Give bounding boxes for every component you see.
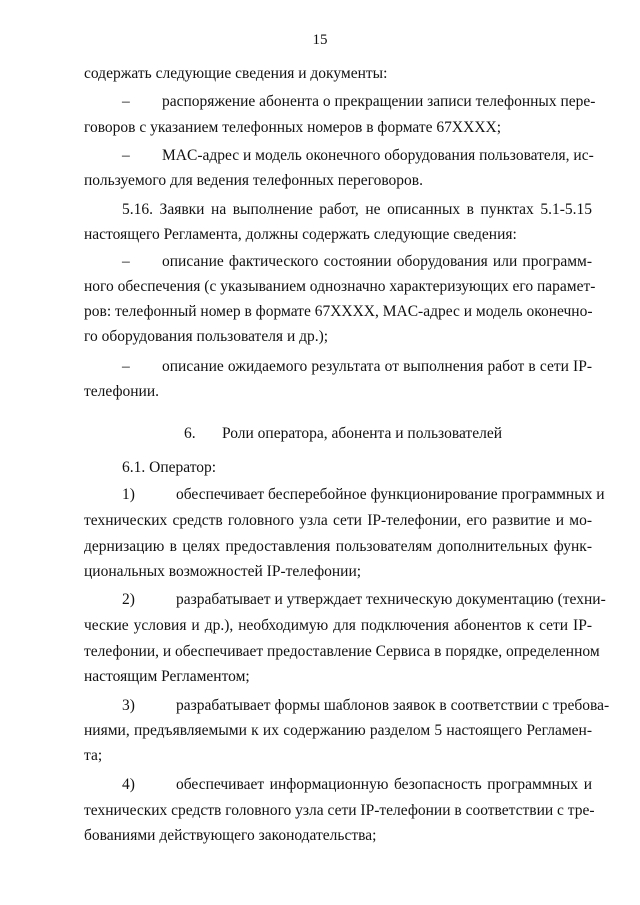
text-line: обеспечивает бесперебойное функционирование программных и — [176, 486, 605, 503]
text-line: содержать следующие сведения и документы: — [84, 65, 388, 82]
text-line: технических средств головного узла сети IP-телефонии, его развитие и мо- — [84, 512, 592, 529]
list-item-dash — [84, 252, 592, 272]
list-item-dash — [84, 92, 596, 112]
item-number: 2) — [122, 591, 135, 608]
section-heading — [184, 425, 502, 443]
text-line: бованиями действующего законодательства; — [84, 827, 377, 844]
dash-marker: – — [122, 253, 130, 270]
text-line: дернизацию в целях предоставления пользователям дополнительных функ- — [84, 538, 592, 555]
text-line: пользуемого для ведения телефонных переговоров. — [84, 172, 423, 189]
subsection-heading: 6.1. Оператор: — [122, 459, 217, 476]
text-line: циональных возможностей IP-телефонии; — [84, 563, 362, 580]
list-item-numbered — [84, 696, 610, 716]
list-item-dash — [84, 357, 592, 377]
text-line: настоящего Регламента, должны содержать следующие сведения: — [84, 226, 517, 243]
text-line: та; — [84, 747, 103, 764]
page-number: 15 — [312, 32, 328, 48]
paragraph-5-16-line: 5.16. Заявки на выполнение работ, не описанных в пунктах 5.1-5.15 — [122, 201, 592, 218]
text-line: распоряжение абонента о прекращении записи телефонных пере- — [162, 93, 596, 110]
text-line: разрабатывает и утверждает техническую документацию (техни- — [176, 591, 606, 608]
text-line: ного обеспечения (с указыванием однозначно характеризующих его парамет- — [84, 278, 596, 295]
item-number: 4) — [122, 776, 135, 793]
text-line: настоящим Регламентом; — [84, 668, 250, 685]
text-line: обеспечивает информационную безопасность программных и — [176, 776, 592, 793]
dash-marker: – — [122, 358, 130, 375]
list-item-numbered — [84, 775, 592, 795]
text-line: телефонии, и обеспечивает предоставление Сервиса в порядке, определенном — [84, 643, 600, 660]
text-line: разрабатывает формы шаблонов заявок в соответствии с требова- — [176, 697, 610, 714]
text-line: телефонии. — [84, 383, 160, 400]
list-item-dash — [84, 146, 592, 166]
dash-marker: – — [122, 147, 130, 164]
item-number: 3) — [122, 697, 135, 714]
list-item-numbered — [84, 590, 606, 610]
dash-marker: – — [122, 93, 130, 110]
text-line: ров: телефонный номер в формате 67XXXX, MAC-адрес и модель оконечно- — [84, 303, 593, 320]
item-number: 1) — [122, 486, 135, 503]
text-line: описание фактического состоянии оборудования или программ- — [162, 253, 592, 270]
section-number: 6. — [184, 425, 196, 442]
text-line: ниями, предъявляемыми к их содержанию разделом 5 настоящего Регламен- — [84, 722, 592, 739]
text-line: описание ожидаемого результата от выполнения работ в сети IP- — [162, 358, 592, 375]
section-title: Роли оператора, абонента и пользователей — [222, 425, 502, 442]
text-line: MAC-адрес и модель оконечного оборудования пользователя, ис- — [162, 147, 594, 164]
text-line: говоров с указанием телефонных номеров в формате 67XXXX; — [84, 119, 502, 136]
list-item-numbered — [84, 485, 605, 505]
text-line: технических средств головного узла сети IP-телефонии в соответствии с тре- — [84, 802, 595, 819]
text-line: ческие условия и др.), необходимую для подключения абонентов к сети IP- — [84, 617, 592, 634]
text-line: го оборудования пользователя и др.); — [84, 328, 329, 345]
